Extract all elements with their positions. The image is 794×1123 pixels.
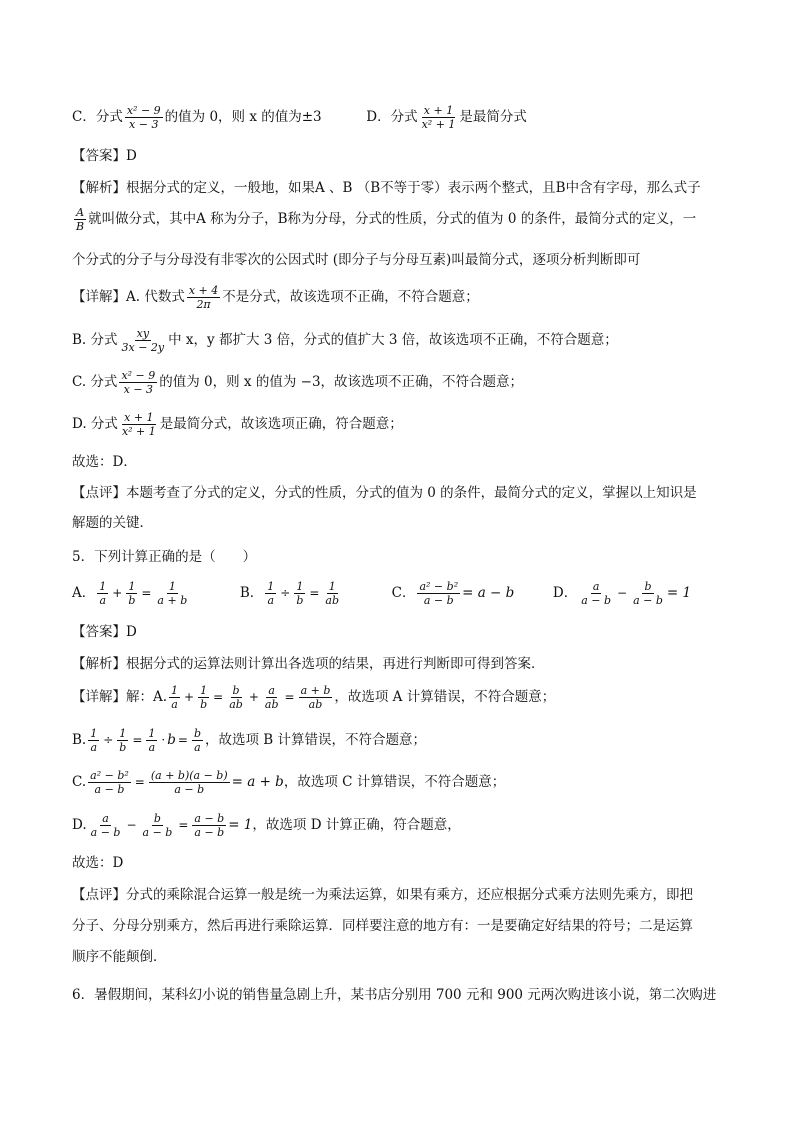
q5-answer: 【答案】D [72, 624, 137, 640]
q5-choose: 故选：D [72, 855, 124, 871]
q4-detail-b: B. 分式 $\frac{xy}{3x - 2y}$ 中 x，y 都扩大 3 倍，分式的值扩大 3 倍，故该选项不正确，不符合题意； [72, 327, 618, 354]
q5-stem: 5．下列计算正确的是（ ） [72, 549, 257, 565]
q4-comment-line1: 【点评】本题考查了分式的定义，分式的性质，分式的值为 0 的条件，最简分式的定义，掌握以上知识是 [72, 485, 697, 501]
q5-comment-line1: 【点评】分式的乘除混合运算一般是统一为乘法运算，如果有乘方，还应根据分式乘方法则先乘方，即把 [72, 887, 693, 903]
q5-detail-b: B. $\frac{1}{a}$ ÷ $\frac{1}{b}$ = $\frac{1}{a}$ · b = $\frac{b}{a}$ ，故选项 B 计算错误，不符合题意； [72, 727, 426, 754]
q4-choose: 故选：D． [72, 454, 137, 470]
q5-detail-c: C. $\frac{\text{a² − b²}}{a - b}$ = $\frac{(a + b)(a - b)}{a - b}$ = a + b，故选项 C 计算错误，不符合题意； [72, 769, 506, 796]
q4-analysis-line1: 【解析】根据分式的定义，一般地，如果A 、B （B不等于零）表示两个整式，且B中含有字母，那么式子 [72, 180, 701, 196]
q4-detail-c: C. 分式 $\frac{\text{x² − 9}}{x - 3}$ 的值为 0，则 x 的值为 −3，故该选项不正确，不符合题意； [72, 369, 524, 396]
q5-detail-d: D. $\frac{a}{a - b}$ − $\frac{b}{a - b}$ = $\frac{a - b}{a - b}$ = 1，故选项 D 计算正确，符合题意， [72, 812, 461, 839]
q4-comment-line2: 解题的关键． [72, 515, 153, 531]
q4-optD-text: 是最简分式 [459, 109, 527, 125]
q5-comment-line2: 分子、分母分别乘方，然后再进行乘除运算．同样要注意的地方有：一是要确定好结果的符号；二是运算 [72, 918, 693, 934]
q4-optD-prefix: D．分式 [366, 109, 418, 125]
q4-options-cd [72, 104, 527, 131]
q4-detail-a: 【详解】A. 代数式 $\frac{x + 4}{2\pi}$ 不是分式，故该选项不正确，不符合题意； [72, 284, 479, 311]
q5-comment-line3: 顺序不能颠倒． [72, 949, 167, 965]
q6-stem: 6．暑假期间，某科幻小说的销售量急剧上升，某书店分别用 700 元和 900 元两次购进该小说，第二次购进 [72, 987, 717, 1003]
q5-options: A． $\frac{1}{a}$ + $\frac{1}{b}$ = $\frac{1}{a + b}$ B． $\frac{1}{a}$ ÷ $\frac{1}{b}$ = $\frac{1}{ab}$ C． $\frac{\text{a² − b²}}{a - b}$ = a − b D． $\frac{a}{a - b}$ − $\frac{b}{a - b}$ = 1 [72, 580, 692, 607]
q4-analysis-fraction: $\frac{A}{B}$ [76, 206, 85, 233]
q4-detail-d: D. 分式 $\frac{x + 1}{\text{x² + 1}}$ 是最简分式，故该选项正确，符合题意； [72, 411, 403, 438]
q4-optC-text: 的值为 0，则 x 的值为±3 [164, 109, 322, 125]
q4-optC-fraction: $\frac{\text{x² − 9}}{x - 3}$ [126, 104, 161, 131]
q4-analysis-line2: $\frac{A}{B}$ 就叫做分式，其中A 称为分子，B称为分母，分式的性质，分式的值为 0 的条件，最简分式的定义，一 [76, 206, 697, 233]
q4-optD-fraction: $\frac{x + 1}{\text{x² + 1}}$ [421, 104, 456, 131]
q5-detail-a: 【详解】解：A. $\frac{1}{a}$ + $\frac{1}{b}$ = $\frac{b}{ab}$ + $\frac{a}{ab}$ = $\frac{a + b}{ab}$ ，故选项 A 计算错误，不符合题意； [72, 684, 556, 711]
q4-analysis-line3: 个分式的分子与分母没有非零次的公因式时 (即分子与分母互素)叫最简分式，逐项分析判断即可 [72, 252, 641, 268]
q5-analysis: 【解析】根据分式的运算法则计算出各选项的结果，再进行判断即可得到答案． [72, 656, 545, 672]
q4-optC-prefix: C．分式 [72, 109, 123, 125]
q4-answer: 【答案】D [72, 148, 137, 164]
